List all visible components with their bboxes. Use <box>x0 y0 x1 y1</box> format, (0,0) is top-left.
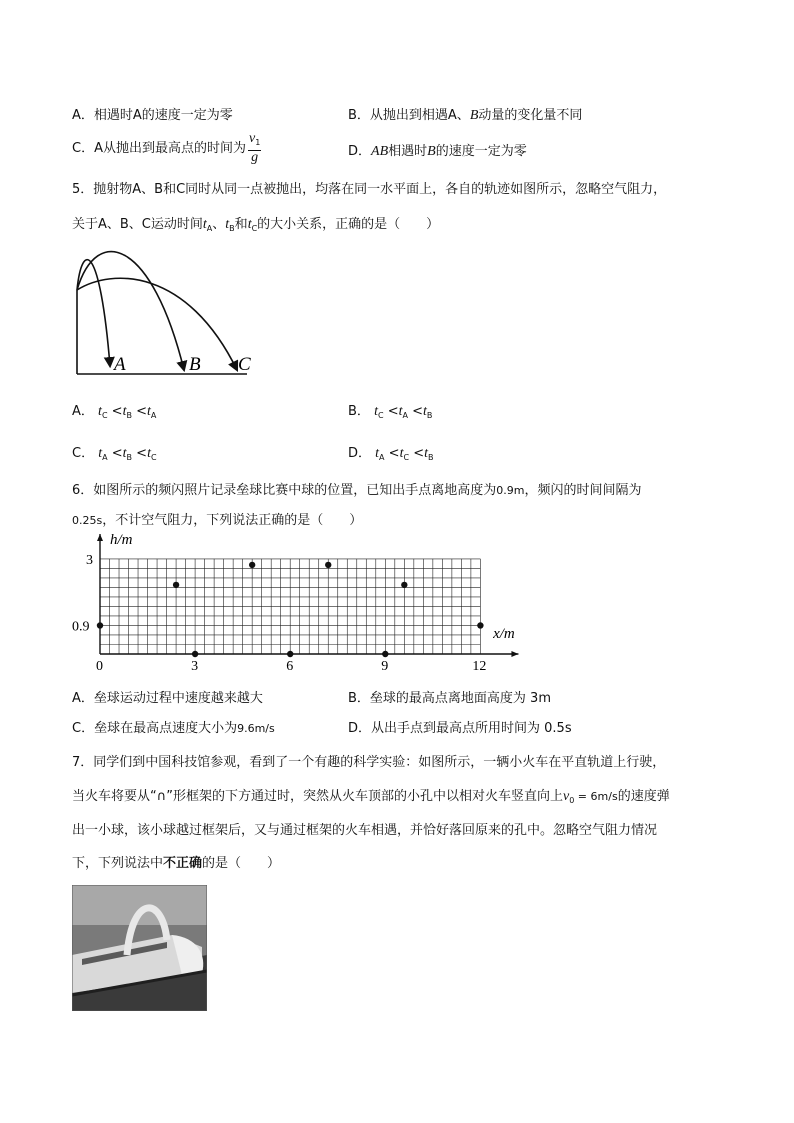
q4-option-a: A．相遇时A的速度一定为零 <box>72 108 233 123</box>
ball-position-point <box>401 582 407 588</box>
fraction: $\frac{v_1}{g}$ <box>248 131 261 165</box>
q7-stem-line4: 下，下列说法中不正确的是（ ） <box>72 856 281 871</box>
strobe-photo-chart <box>70 530 530 678</box>
q5-option-c: C． $t_A <t_B <t_C$ <box>72 446 157 462</box>
figure-label-b: B <box>189 354 201 375</box>
q5-option-a: A． $t_C <t_B <t_A$ <box>72 404 157 420</box>
y-axis-label: h/m <box>110 532 133 548</box>
q5-stem-line2: 关于A、B、C运动时间$t_A$、$t_B$和$t_C$的大小关系，正确的是（ ） <box>72 217 440 233</box>
x-axis-label: x/m <box>493 626 515 642</box>
ball-position-point <box>249 562 255 568</box>
q5-stem-line1: 5．抛射物A、B和C同时从同一点被抛出，均落在同一水平面上，各自的轨迹如图所示，忽略空气阻力， <box>72 182 667 197</box>
q6-stem-line1: 6．如图所示的频闪照片记录垒球比赛中球的位置，已知出手点离地高度为0.9m，频闪的时间间隔为 <box>72 483 642 498</box>
ball-position-point <box>477 622 483 628</box>
train-experiment-photo <box>72 885 207 1011</box>
q4-option-d: D．AB相遇时B的速度一定为零 <box>348 144 527 159</box>
q4-option-c: C．A从抛出到最高点的时间为 $\frac{v_1}{g}$ <box>72 131 261 165</box>
x-tick-label: 6 <box>286 659 294 674</box>
q6-stem-line2: 0.25s，不计空气阻力，下列说法正确的是（ ） <box>72 513 363 528</box>
train-photo-illustration <box>72 885 207 1011</box>
q6-option-c: C．垒球在最高点速度大小为9.6m/s <box>72 721 275 736</box>
q6-option-b: B．垒球的最高点离地面高度为 3m <box>348 691 551 706</box>
y-axis-arrow <box>97 534 103 541</box>
y-tick-label: 0.9 <box>72 619 90 635</box>
q7-stem-line2: 当火车将要从“∩”形框架的下方通过时，突然从火车顶部的小孔中以相对火车竖直向上$v_0 = 6m/s$的速度弹 <box>72 789 670 805</box>
x-tick-label: 0 <box>96 659 103 674</box>
figure-label-c: C <box>238 354 251 375</box>
x-tick-label: 12 <box>472 659 487 674</box>
ball-position-point <box>173 582 179 588</box>
q6-option-d: D．从出手点到最高点所用时间为 0.5s <box>348 721 572 736</box>
x-tick-label: 9 <box>381 659 389 674</box>
q5-option-d: D． $t_A <t_C <t_B$ <box>348 446 434 462</box>
ground-point <box>287 651 293 657</box>
ground-point <box>382 651 388 657</box>
ground-point <box>192 651 198 657</box>
x-tick-label: 3 <box>191 659 199 674</box>
figure-label-a: A <box>114 354 126 375</box>
q4-option-b: B．从抛出到相遇A、B动量的变化量不同 <box>348 108 583 123</box>
q7-stem-line3: 出一小球，该小球越过框架后，又与通过框架的火车相遇，并恰好落回原来的孔中。忽略空气阻力情况 <box>72 823 658 838</box>
trajectory-b <box>77 252 184 370</box>
x-axis-arrow <box>511 651 518 657</box>
y-tick-label: 3 <box>86 552 93 568</box>
q6-option-a: A．垒球运动过程中速度越来越大 <box>72 691 263 706</box>
q5-option-b: B． $t_C <t_A <t_B$ <box>348 404 433 420</box>
q7-stem-line1: 7．同学们到中国科技馆参观，看到了一个有趣的科学实验：如图所示，一辆小火车在平直轨道上行驶， <box>72 755 666 770</box>
ball-position-point <box>97 622 103 628</box>
projectile-trajectory-figure <box>72 248 262 378</box>
ball-position-point <box>325 562 331 568</box>
